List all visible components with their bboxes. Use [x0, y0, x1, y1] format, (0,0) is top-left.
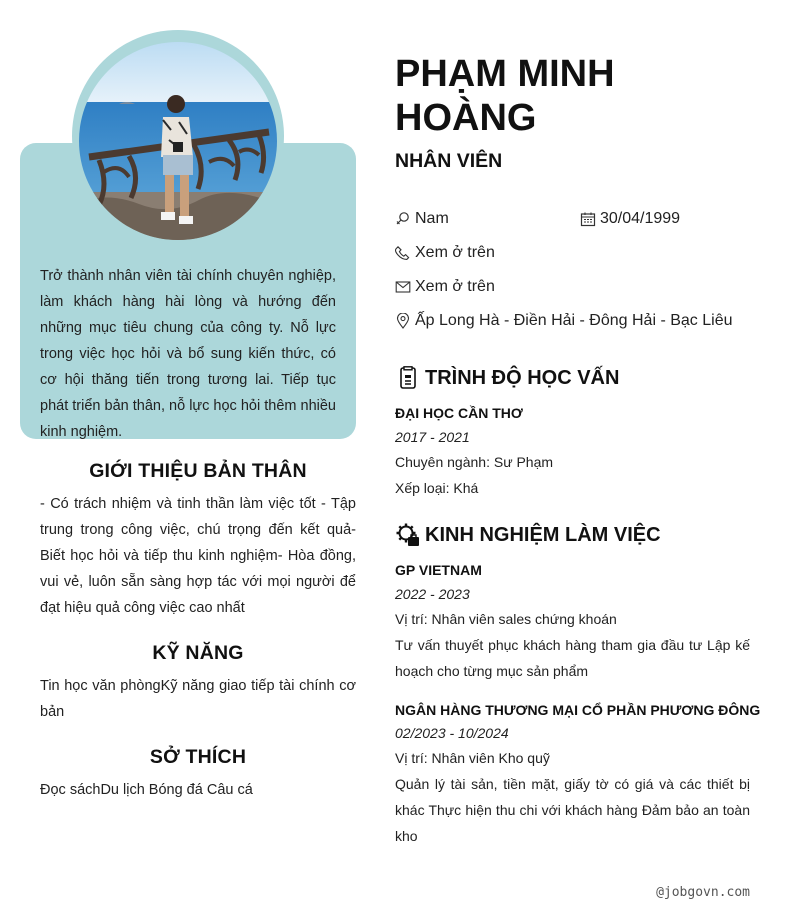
education-major: Chuyên ngành: Sư Phạm: [395, 454, 554, 470]
gender-info: [395, 210, 449, 228]
job-1-period: 2022 - 2023: [395, 586, 470, 602]
avatar-photo: [79, 42, 277, 240]
address-value: Ấp Long Hà - Điền Hải - Đông Hải - Bạc Liêu: [415, 312, 733, 329]
birthday-value: 30/04/1999: [600, 210, 681, 227]
candidate-name: PHẠM MINH HOÀNG: [395, 53, 615, 139]
phone-info: [395, 244, 495, 262]
briefcase-gear-icon: [395, 522, 421, 548]
education-period: 2017 - 2021: [395, 429, 470, 445]
job-2-position: Vị trí: Nhân viên Kho quỹ: [395, 750, 550, 766]
gender-value: Nam: [415, 210, 449, 227]
phone-icon: [395, 245, 411, 261]
experience-title: KINH NGHIỆM LÀM VIỆC: [425, 523, 661, 546]
gender-icon: [395, 211, 411, 227]
calendar-icon: [580, 211, 596, 227]
job-1-position: Vị trí: Nhân viên sales chứng khoán: [395, 611, 617, 627]
skills-title: KỸ NĂNG: [152, 642, 244, 664]
location-pin-icon: [395, 313, 411, 329]
experience-section-title: [395, 522, 661, 548]
email-info: [395, 278, 495, 296]
job-2-period: 02/2023 - 10/2024: [395, 725, 509, 741]
education-section-title: [395, 365, 619, 391]
watermark: @jobgovn.com: [656, 885, 750, 900]
education-title: TRÌNH ĐỘ HỌC VẤN: [425, 366, 620, 389]
job-2-description: Quản lý tài sản, tiền mặt, giấy tờ có giá và các thiết bị khác Thực hiện thu chi với khách hàng Đảm bảo an toàn kho: [395, 776, 750, 844]
about-text: - Có trách nhiệm và tinh thần làm việc tốt - Tập trung trong công việc, chú trọng đến kết quả- Biết học hỏi và tiếp thu kinh nghiệm- Hòa đồng, vui vẻ, luôn sẵn sàng hợp tác với mọi người để đạt hiệu quả công việc cao nhất: [40, 496, 356, 616]
education-school: ĐẠI HỌC CẦN THƠ: [395, 405, 523, 421]
about-title: GIỚI THIỆU BẢN THÂN: [89, 460, 307, 482]
job-2-company: NGÂN HÀNG THƯƠNG MẠI CỔ PHẦN PHƯƠNG ĐÔNG: [395, 702, 761, 718]
hobbies-text: Đọc sáchDu lịch Bóng đá Câu cá: [40, 782, 253, 798]
phone-value: Xem ở trên: [415, 244, 495, 261]
address-info: [395, 312, 733, 330]
candidate-role: NHÂN VIÊN: [395, 150, 503, 172]
birthday-info: [580, 210, 680, 228]
email-icon: [395, 279, 411, 295]
career-objective: Trở thành nhân viên tài chính chuyên nghiệp, làm khách hàng hài lòng và hướng đến những mục tiêu chung của công ty. Nỗ lực trong việc học hỏi và bổ sung kiến thức, có cơ hội thăng tiến trong tương lai. Tiếp tục phát triển bản thân, nỗ lực học hỏi thêm nhiều kinh nghiệm.: [40, 268, 336, 440]
education-icon: [395, 365, 421, 391]
education-rank: Xếp loại: Khá: [395, 480, 479, 496]
job-1-description: Tư vấn thuyết phục khách hàng tham gia đầu tư Lập kế hoạch cho từng mục sản phẩm: [395, 637, 750, 679]
skills-text: Tin học văn phòngKỹ năng giao tiếp tài chính cơ bản: [40, 678, 356, 720]
job-1-company: GP VIETNAM: [395, 562, 482, 578]
email-value: Xem ở trên: [415, 278, 495, 295]
hobbies-title: SỞ THÍCH: [149, 746, 247, 768]
